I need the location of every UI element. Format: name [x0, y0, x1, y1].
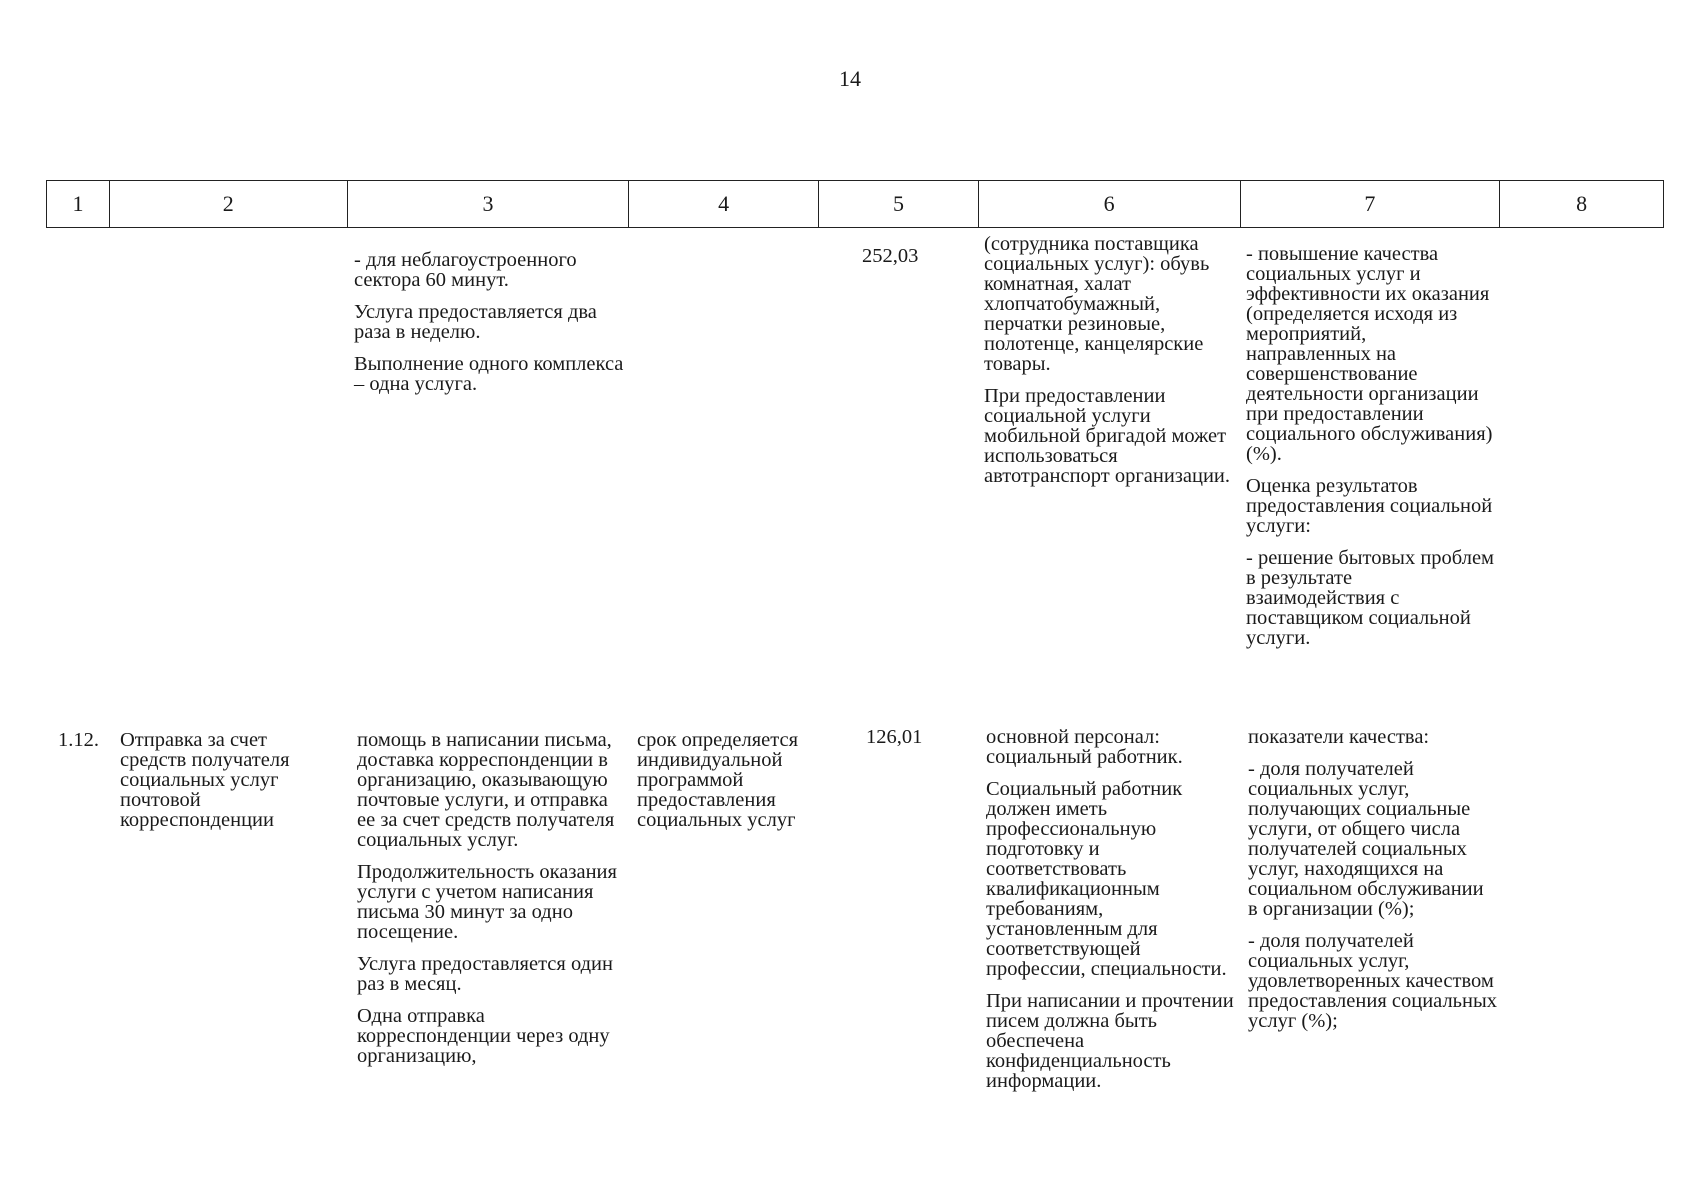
row1-col7-p2: Оценка результатов предоставления социальной услуги: — [1246, 475, 1493, 537]
row2-col6 — [986, 727, 1236, 1091]
row2-col3 — [357, 730, 629, 1066]
row1-col6 — [984, 234, 1234, 486]
row1-col3 — [354, 250, 626, 394]
row2-col6-p3: При написании и прочтении писем должна быть обеспечена конфиденциальность информации. — [986, 990, 1234, 1092]
row2-col7-p1: показатели качества: — [1248, 726, 1430, 748]
row2-col3-p2: Продолжительность оказания услуги с учетом написания письма 30 минут за одно посещение. — [357, 861, 617, 943]
header-col-8: 8 — [1576, 191, 1588, 216]
row2-col2: Отправка за счет средств получателя социальных услуг почтовой корреспонденции — [120, 729, 290, 831]
row2-col3-p3: Услуга предоставляется один раз в месяц. — [357, 953, 613, 995]
row1-col6-p1: (сотрудника поставщика социальных услуг): обувь комнатная, халат хлопчатобумажный, перчатки резиновые, полотенце, канцелярские товары. — [984, 233, 1210, 375]
table-header-row — [46, 180, 1664, 228]
row1-col3-p1: - для неблагоустроенного сектора 60 минут. — [354, 249, 577, 291]
row2-col7-p2: - доля получателей социальных услуг, получающих социальные услуги, от общего числа получателей социальных услуг, находящихся на социальном обслуживании в организации (%); — [1248, 758, 1484, 920]
header-col-2: 2 — [110, 181, 348, 227]
row1-col7-p1: - повышение качества социальных услуг и эффективности их оказания (определяется исходя из мероприятий, направленных на совершенствование деятельности организации при предоставлении социального обслуживания) (%). — [1246, 243, 1493, 465]
row1-col3-p3: Выполнение одного комплекса – одна услуга. — [354, 353, 624, 395]
header-col-7: 7 — [1241, 181, 1501, 227]
row2-col5: 126,01 — [866, 726, 923, 748]
row1-col5: 252,03 — [862, 245, 919, 267]
row1-col7 — [1246, 244, 1496, 648]
row1-col3-p2: Услуга предоставляется два раза в неделю. — [354, 301, 597, 343]
row2-col6-p2: Социальный работник должен иметь профессиональную подготовку и соответствовать квалификационным требованиям, установленным для соответствующей профессии, специальности. — [986, 778, 1227, 980]
row1-col7-p3: - решение бытовых проблем в результате взаимодействия с поставщиком социальной услуги. — [1246, 547, 1495, 649]
row2-col3-p4: Одна отправка корреспонденции через одну организацию, — [357, 1005, 610, 1067]
header-col-6: 6 — [979, 181, 1241, 227]
row2-col4: срок определяется индивидуальной программой предоставления социальных услуг — [637, 729, 799, 831]
header-col-5: 5 — [819, 181, 979, 227]
row2-col6-p1: основной персонал: социальный работник. — [986, 726, 1183, 768]
header-col-4: 4 — [629, 181, 819, 227]
row2-col1: 1.12. — [58, 729, 99, 751]
page-number: 14 — [839, 66, 861, 91]
header-col-3: 3 — [348, 181, 630, 227]
header-col-1: 1 — [47, 181, 110, 227]
row1-col6-p2: При предоставлении социальной услуги мобильной бригадой может использоваться автотранспорт организации. — [984, 385, 1231, 487]
row2-col7-p3: - доля получателей социальных услуг, удовлетворенных качеством предоставления социальных услуг (%); — [1248, 930, 1498, 1032]
row2-col7 — [1248, 727, 1498, 1031]
row2-col3-p1: помощь в написании письма, доставка корреспонденции в организацию, оказывающую почтовые услуги, и отправка ее за счет средств получателя социальных услуг. — [357, 729, 615, 851]
